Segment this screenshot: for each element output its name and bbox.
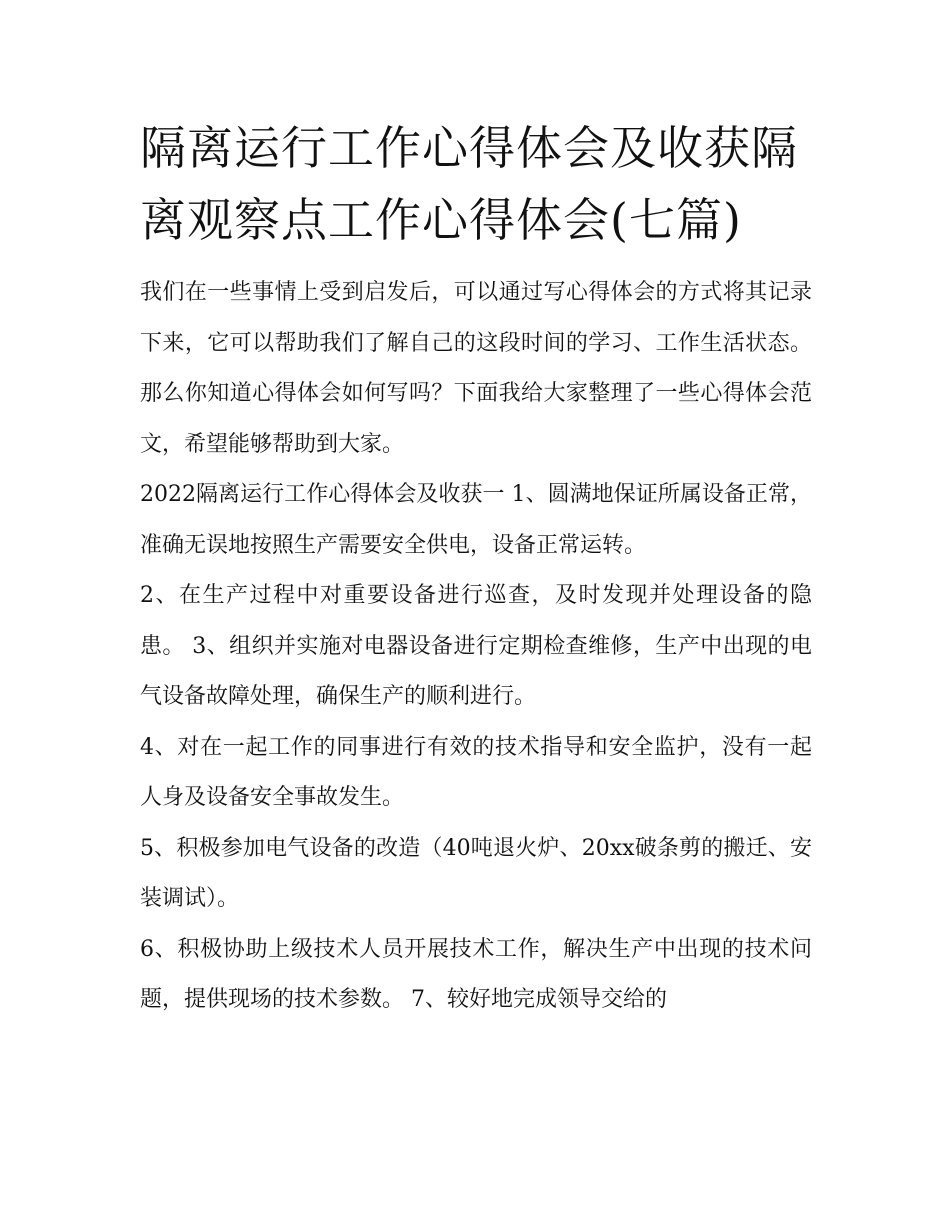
paragraph-item-2-3: 2、在生产过程中对重要设备进行巡查，及时发现并处理设备的隐患。 3、组织并实施对电器设备进行定期检查维修，生产中出现的电气设备故障处理，确保生产的顺利进行。 [140, 583, 812, 709]
paragraph-item-6-7: 6、积极协助上级技术人员开展技术工作，解决生产中出现的技术问题，提供现场的技术参数。 7、较好地完成领导交给的 [140, 936, 812, 1012]
paragraph-item-1: 2022隔离运行工作心得体会及收获一 1、圆满地保证所属设备正常，准确无误地按照生产需要安全供电，设备正常运转。 [140, 482, 812, 558]
paragraph-item-5: 5、积极参加电气设备的改造（40吨退火炉、20xx破条剪的搬迁、安装调试）。 [140, 835, 812, 911]
document-page [140, 112, 812, 1026]
paragraph-item-4: 4、对在一起工作的同事进行有效的技术指导和安全监护，没有一起人身及设备安全事故发生。 [140, 734, 812, 810]
paragraph-intro: 我们在一些事情上受到启发后，可以通过写心得体会的方式将其记录下来，它可以帮助我们了解自己的这段时间的学习、工作生活状态。那么你知道心得体会如何写吗？下面我给大家整理了一些心得体会范文，希望能够帮助到大家。 [140, 280, 812, 457]
document-title: 隔离运行工作心得体会及收获隔离观察点工作心得体会(七篇) [140, 121, 798, 247]
